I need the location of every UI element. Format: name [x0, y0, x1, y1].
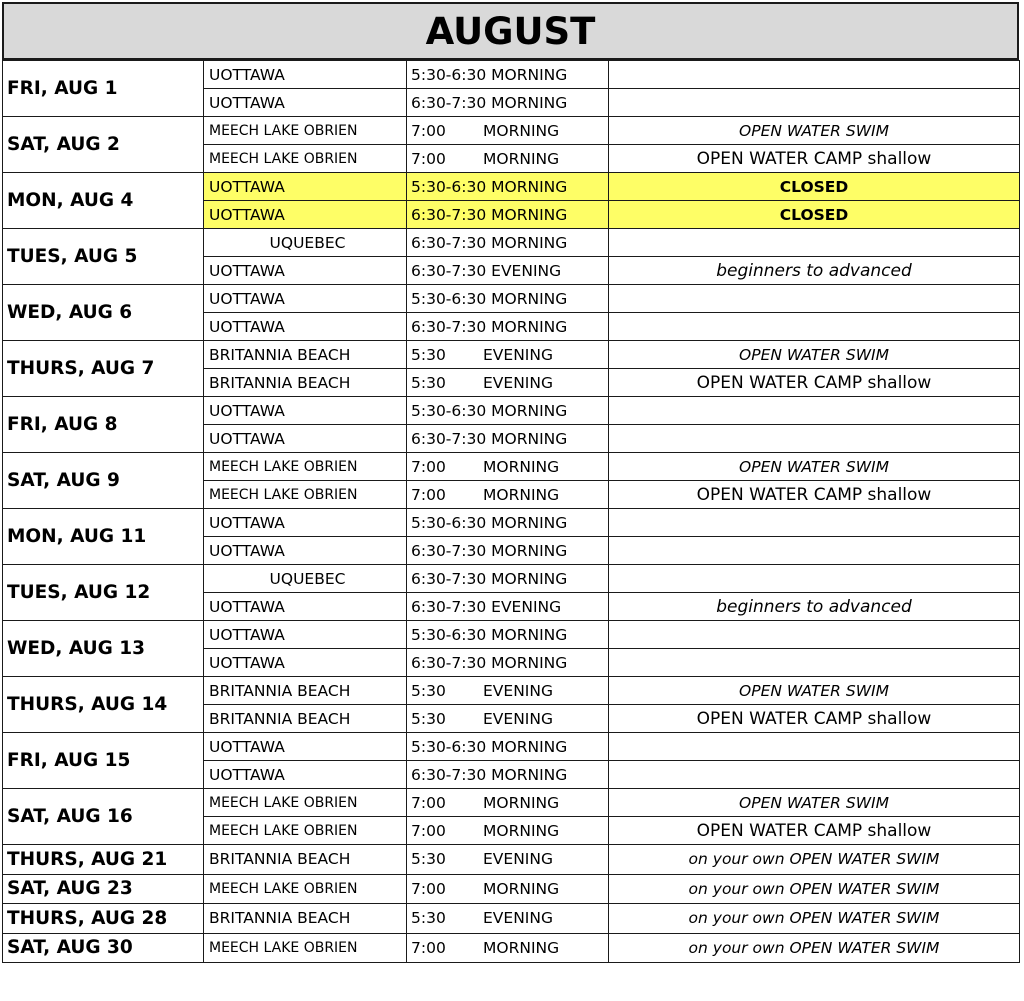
time-cell [407, 705, 609, 733]
time-range: 7:00 [411, 457, 446, 476]
date-cell: TUES, AUG 12 [3, 565, 204, 621]
note-cell [609, 425, 1020, 453]
time-range: 5:30 [411, 345, 446, 364]
period-label: EVENING [491, 261, 562, 280]
period-label: MORNING [491, 541, 568, 560]
period-label: EVENING [483, 345, 553, 364]
time-cell [407, 229, 609, 257]
time-range: 7:00 [411, 149, 446, 168]
location-cell: BRITANNIA BEACH [204, 845, 407, 875]
time-cell [407, 285, 609, 313]
table-row [3, 117, 1020, 145]
location-cell: UOTTAWA [204, 509, 407, 537]
period-label: MORNING [491, 765, 568, 784]
period-label: MORNING [483, 793, 560, 812]
time-cell [407, 621, 609, 649]
note-cell: beginners to advanced [609, 257, 1020, 285]
date-cell: MON, AUG 4 [3, 173, 204, 229]
time-cell [407, 453, 609, 481]
time-range: 5:30-6:30 [411, 513, 487, 532]
period-label: MORNING [483, 938, 560, 957]
time-range: 6:30-7:30 [411, 429, 487, 448]
note-cell: OPEN WATER SWIM [609, 341, 1020, 369]
date-cell: THURS, AUG 7 [3, 341, 204, 397]
time-range: 7:00 [411, 938, 446, 957]
note-cell [609, 621, 1020, 649]
period-label: MORNING [491, 289, 568, 308]
time-range: 5:30 [411, 709, 446, 728]
location-cell: UOTTAWA [204, 61, 407, 89]
location-cell: UOTTAWA [204, 593, 407, 621]
note-cell [609, 649, 1020, 677]
location-cell: BRITANNIA BEACH [204, 705, 407, 733]
time-range: 5:30-6:30 [411, 737, 487, 756]
date-cell: SAT, AUG 30 [3, 933, 204, 963]
table-row [3, 677, 1020, 705]
table-row [3, 229, 1020, 257]
table-row [3, 285, 1020, 313]
location-cell: MEECH LAKE OBRIEN [204, 933, 407, 963]
time-range: 5:30-6:30 [411, 65, 487, 84]
table-row [3, 173, 1020, 201]
table-row [3, 453, 1020, 481]
table-row [3, 874, 1020, 904]
date-cell: FRI, AUG 8 [3, 397, 204, 453]
period-label: MORNING [491, 401, 568, 420]
date-cell: WED, AUG 6 [3, 285, 204, 341]
location-cell: MEECH LAKE OBRIEN [204, 874, 407, 904]
table-row [3, 733, 1020, 761]
location-cell: MEECH LAKE OBRIEN [204, 117, 407, 145]
note-cell: on your own OPEN WATER SWIM [609, 845, 1020, 875]
note-cell: OPEN WATER CAMP shallow [609, 145, 1020, 173]
time-cell [407, 89, 609, 117]
note-cell: OPEN WATER CAMP shallow [609, 705, 1020, 733]
time-range: 5:30-6:30 [411, 625, 487, 644]
period-label: EVENING [491, 597, 562, 616]
location-cell: MEECH LAKE OBRIEN [204, 453, 407, 481]
location-cell: BRITANNIA BEACH [204, 341, 407, 369]
time-cell [407, 789, 609, 817]
note-cell: OPEN WATER SWIM [609, 677, 1020, 705]
time-cell [407, 313, 609, 341]
date-cell: MON, AUG 11 [3, 509, 204, 565]
time-cell [407, 845, 609, 875]
period-label: MORNING [491, 569, 568, 588]
time-range: 6:30-7:30 [411, 541, 487, 560]
location-cell: UOTTAWA [204, 733, 407, 761]
time-cell [407, 341, 609, 369]
location-cell: MEECH LAKE OBRIEN [204, 145, 407, 173]
note-cell [609, 565, 1020, 593]
period-label: EVENING [483, 709, 553, 728]
date-cell: THURS, AUG 14 [3, 677, 204, 733]
time-range: 5:30 [411, 373, 446, 392]
table-row [3, 933, 1020, 963]
schedule-body [3, 61, 1020, 963]
note-cell [609, 61, 1020, 89]
time-range: 6:30-7:30 [411, 597, 487, 616]
schedule-sheet [2, 2, 1019, 963]
note-cell: CLOSED [609, 173, 1020, 201]
location-cell: UOTTAWA [204, 89, 407, 117]
period-label: MORNING [483, 879, 560, 898]
time-cell [407, 369, 609, 397]
time-cell [407, 481, 609, 509]
date-cell: TUES, AUG 5 [3, 229, 204, 285]
time-cell [407, 761, 609, 789]
time-cell [407, 201, 609, 229]
period-label: MORNING [483, 485, 560, 504]
period-label: MORNING [491, 737, 568, 756]
period-label: MORNING [491, 513, 568, 532]
table-row [3, 904, 1020, 934]
period-label: MORNING [491, 429, 568, 448]
location-cell: BRITANNIA BEACH [204, 369, 407, 397]
time-range: 5:30 [411, 909, 446, 928]
time-cell [407, 933, 609, 963]
table-row [3, 845, 1020, 875]
location-cell: UOTTAWA [204, 201, 407, 229]
location-cell: UQUEBEC [204, 229, 407, 257]
note-cell [609, 313, 1020, 341]
time-range: 5:30-6:30 [411, 289, 487, 308]
period-label: MORNING [491, 177, 568, 196]
location-cell: MEECH LAKE OBRIEN [204, 817, 407, 845]
time-cell [407, 509, 609, 537]
table-row [3, 397, 1020, 425]
period-label: MORNING [491, 233, 568, 252]
date-cell: SAT, AUG 9 [3, 453, 204, 509]
location-cell: UOTTAWA [204, 173, 407, 201]
note-cell: OPEN WATER CAMP shallow [609, 481, 1020, 509]
note-cell [609, 397, 1020, 425]
table-row [3, 341, 1020, 369]
time-range: 6:30-7:30 [411, 653, 487, 672]
note-cell [609, 761, 1020, 789]
note-cell: OPEN WATER CAMP shallow [609, 817, 1020, 845]
time-cell [407, 173, 609, 201]
time-cell [407, 145, 609, 173]
location-cell: UOTTAWA [204, 649, 407, 677]
note-cell [609, 89, 1020, 117]
time-range: 6:30-7:30 [411, 261, 487, 280]
time-range: 7:00 [411, 485, 446, 504]
time-cell [407, 733, 609, 761]
period-label: MORNING [491, 625, 568, 644]
time-cell [407, 61, 609, 89]
location-cell: BRITANNIA BEACH [204, 677, 407, 705]
table-row [3, 621, 1020, 649]
table-row [3, 509, 1020, 537]
note-cell [609, 537, 1020, 565]
time-range: 6:30-7:30 [411, 569, 487, 588]
date-cell: FRI, AUG 15 [3, 733, 204, 789]
location-cell: UOTTAWA [204, 257, 407, 285]
note-cell: OPEN WATER SWIM [609, 117, 1020, 145]
location-cell: UQUEBEC [204, 565, 407, 593]
note-cell: on your own OPEN WATER SWIM [609, 933, 1020, 963]
location-cell: UOTTAWA [204, 285, 407, 313]
period-label: EVENING [483, 909, 553, 928]
table-row [3, 565, 1020, 593]
time-range: 5:30 [411, 850, 446, 869]
time-range: 7:00 [411, 879, 446, 898]
note-cell: OPEN WATER SWIM [609, 453, 1020, 481]
time-cell [407, 874, 609, 904]
time-cell [407, 817, 609, 845]
time-cell [407, 425, 609, 453]
time-range: 7:00 [411, 793, 446, 812]
month-title: AUGUST [2, 2, 1019, 60]
time-cell [407, 117, 609, 145]
time-cell [407, 593, 609, 621]
location-cell: MEECH LAKE OBRIEN [204, 789, 407, 817]
date-cell: SAT, AUG 2 [3, 117, 204, 173]
time-range: 7:00 [411, 121, 446, 140]
note-cell: on your own OPEN WATER SWIM [609, 874, 1020, 904]
time-cell [407, 397, 609, 425]
schedule-table [2, 60, 1020, 963]
period-label: MORNING [491, 205, 568, 224]
location-cell: UOTTAWA [204, 537, 407, 565]
period-label: MORNING [483, 121, 560, 140]
period-label: EVENING [483, 850, 553, 869]
location-cell: MEECH LAKE OBRIEN [204, 481, 407, 509]
note-cell: on your own OPEN WATER SWIM [609, 904, 1020, 934]
note-cell: OPEN WATER CAMP shallow [609, 369, 1020, 397]
time-range: 6:30-7:30 [411, 765, 487, 784]
time-cell [407, 649, 609, 677]
time-range: 6:30-7:30 [411, 93, 487, 112]
note-cell: CLOSED [609, 201, 1020, 229]
date-cell: WED, AUG 13 [3, 621, 204, 677]
location-cell: UOTTAWA [204, 313, 407, 341]
time-range: 5:30-6:30 [411, 177, 487, 196]
note-cell [609, 733, 1020, 761]
note-cell [609, 229, 1020, 257]
period-label: EVENING [483, 373, 553, 392]
time-range: 6:30-7:30 [411, 317, 487, 336]
period-label: MORNING [483, 149, 560, 168]
date-cell: THURS, AUG 21 [3, 845, 204, 875]
note-cell [609, 509, 1020, 537]
period-label: MORNING [491, 653, 568, 672]
table-row [3, 789, 1020, 817]
time-range: 6:30-7:30 [411, 205, 487, 224]
location-cell: UOTTAWA [204, 425, 407, 453]
time-range: 6:30-7:30 [411, 233, 487, 252]
time-range: 7:00 [411, 821, 446, 840]
time-range: 5:30 [411, 681, 446, 700]
period-label: MORNING [491, 65, 568, 84]
location-cell: UOTTAWA [204, 397, 407, 425]
time-cell [407, 537, 609, 565]
location-cell: UOTTAWA [204, 761, 407, 789]
note-cell [609, 285, 1020, 313]
period-label: MORNING [483, 821, 560, 840]
table-row [3, 61, 1020, 89]
location-cell: BRITANNIA BEACH [204, 904, 407, 934]
time-cell [407, 904, 609, 934]
date-cell: FRI, AUG 1 [3, 61, 204, 117]
note-cell: beginners to advanced [609, 593, 1020, 621]
time-cell [407, 565, 609, 593]
period-label: MORNING [491, 93, 568, 112]
location-cell: UOTTAWA [204, 621, 407, 649]
period-label: MORNING [491, 317, 568, 336]
date-cell: SAT, AUG 16 [3, 789, 204, 845]
date-cell: THURS, AUG 28 [3, 904, 204, 934]
time-cell [407, 257, 609, 285]
period-label: MORNING [483, 457, 560, 476]
time-cell [407, 677, 609, 705]
time-range: 5:30-6:30 [411, 401, 487, 420]
period-label: EVENING [483, 681, 553, 700]
note-cell: OPEN WATER SWIM [609, 789, 1020, 817]
date-cell: SAT, AUG 23 [3, 874, 204, 904]
